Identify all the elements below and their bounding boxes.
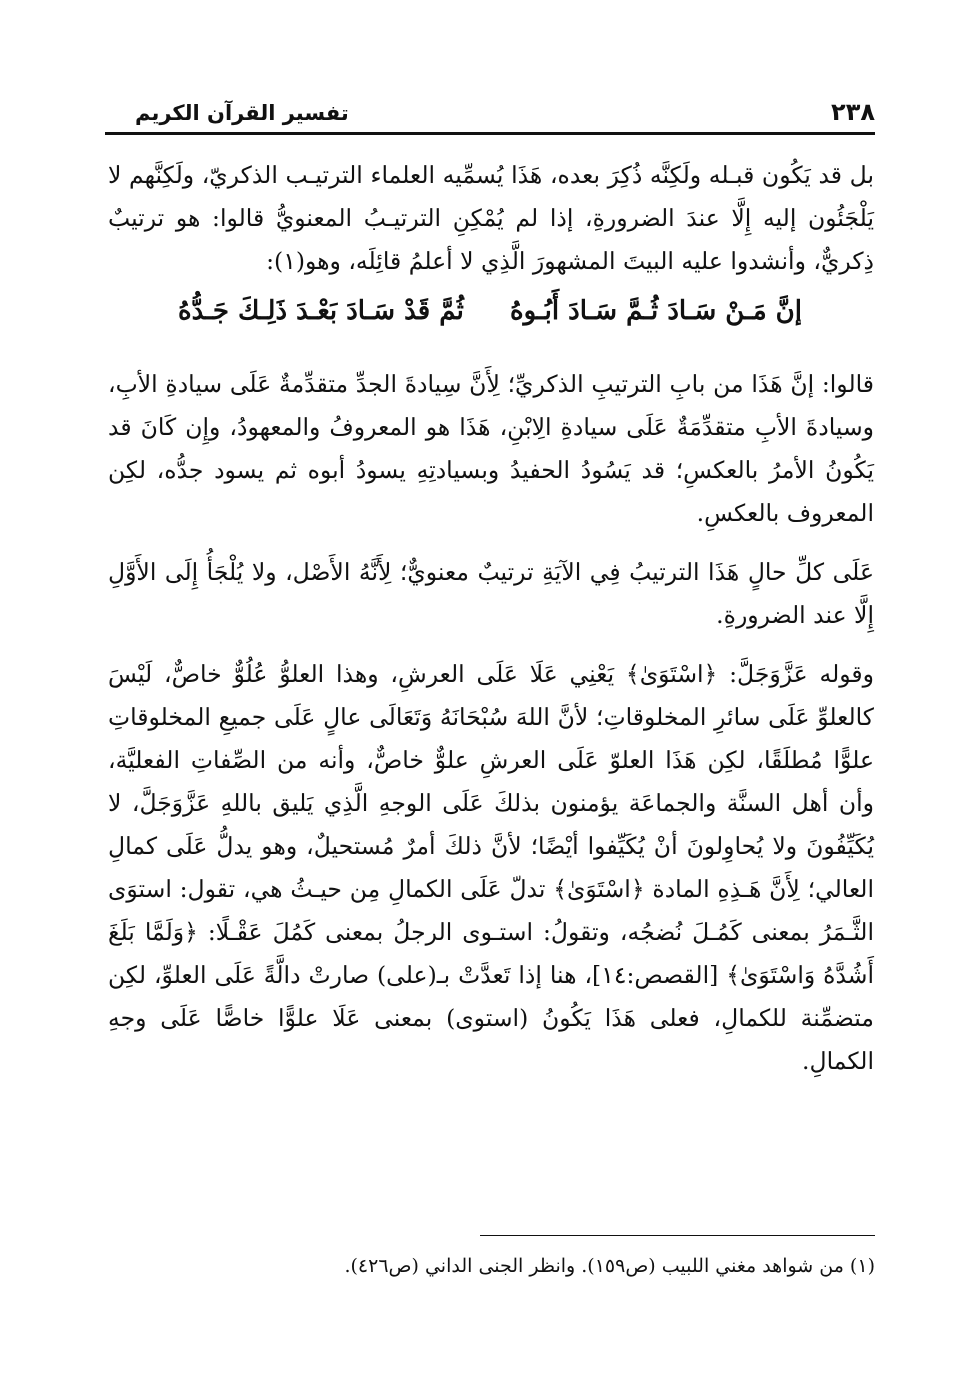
paragraph-4: وقوله عَزَّوَجَلَّ: ﴿اسْتَوَىٰ﴾ يَعْنِي عَلَا عَلَى العرشِ، وهذا العلوُّ عُلُوٌّ خاصٌّ، لَيْسَ كالعلوِّ عَلَى سائرِ المخلوقاتِ؛ لأنَّ اللهَ سُبْحَانَهُ وَتَعَالَى عالٍ عَلَى جميعِ المخلوقاتِ علوًّا مُطلَقًا، لكِن هَذَا العلوّ عَلَى العرشِ علوٌّ خاصٌّ، وأنه من الصِّفاتِ الفعليَّة، وأن أهل السنَّة والجماعَة يؤمنون بذلكَ عَلَى الوجهِ الَّذِي يَليق باللهِ عَزَّوَجَلَّ، لا يُكَيِّفُونَ ولا يُحاوِلونَ أنْ يُكَيِّفوا أيْضًا؛ لأنَّ ذلكَ أمرٌ مُستحيلٌ، وهو يدلُّ عَلَى كمالِ العالي؛ لِأَنَّ هَـذِهِ المادة ﴿اسْتَوَىٰ﴾ تدلّ عَلَى الكمالِ مِن حيـثُ هي، تقول: استوَى الثَّـمَرُ بمعنى كَمُـلَ نُضجُه، وتقولُ: استـوى الرجلُ بمعنى كَمُلَ عَقْـلًا: ﴿وَلَمَّا بَلَغَ أَشُدَّهُ وَاسْتَوَىٰ﴾ [القصص:١٤]، هنا إذا تَعدَّتْ بـ(على) صارتْ دالَّةً عَلَى العلوِّ، لكِن متضمِّنة للكمالِ، فعلى هَذَا يَكُونُ (استوى) بمعنى عَلَا علوًّا خاصًّا عَلَى وجهِ الكمالِ. (108, 660, 875, 1075)
page-header (105, 96, 875, 132)
page-body (108, 154, 874, 1083)
page-number: ٢٣٨ (831, 98, 875, 126)
verse-first-hemistich: إنَّ مَـنْ سَـادَ ثُـمَّ سَـادَ أَبُـوهُ (509, 296, 802, 326)
footnote-rule (480, 1235, 875, 1236)
running-title: تفسير القرآن الكريم (135, 101, 349, 125)
paragraph-3: عَلَى كلِّ حالٍ هَذَا الترتيبُ فِي الآيَةِ ترتيبٌ معنويٌّ؛ لِأَنَّهُ الأَصْل، ولا يُلْجَأُ إِلَى الأَوَّلِ إِلَّا عند الضرورةِ. (108, 558, 874, 629)
paragraph-2: قالوا: إنَّ هَذَا من بابِ الترتيبِ الذكريِّ؛ لِأَنَّ سِيادةَ الجدِّ متقدِّمةٌ عَلَى سيادةِ الأبِ، وسيادةَ الأبِ متقدِّمَةٌ عَلَى سيادةِ الِابْنِ، هَذَا هو المعروفُ والمعهودُ، وإِن كَانَ قد يَكُونُ الأمرُ بالعكسِ؛ قد يَسُودُ الحفيدُ وبسيادتِهِ يسودُ أبوه ثم يسود جدُّه، لكِن المعروف بالعكسِ. (108, 370, 874, 527)
poetry-verse (178, 289, 802, 333)
footnote: (١) من شواهد مغني اللبيب (ص١٥٩). وانظر الجنى الداني (ص٤٢٦). (344, 1255, 875, 1277)
paragraph-1: بل قد يَكُون قبـله ولَكِنَّه ذُكِرَ بعده، هَذَا يُسمِّيه العلماء الترتيـب الذكريّ، ولَكِنَّهم لا يَلْجَئُون إليه إِلَّا عندَ الضرورةِ، إذا لم يُمْكِنِ الترتيـبُ المعنويُّ قالوا: هو ترتيبٌ ذِكريٌّ، وأنشدوا عليه البيتَ المشهورَ الَّذِي لا أعلمُ قائِلَه، وهو(١): (108, 161, 874, 275)
verse-second-hemistich: ثُمَّ قَدْ سَـادَ بَعْـدَ ذَلِـكَ جَـدُّهُ (178, 296, 464, 326)
header-rule (105, 132, 875, 135)
